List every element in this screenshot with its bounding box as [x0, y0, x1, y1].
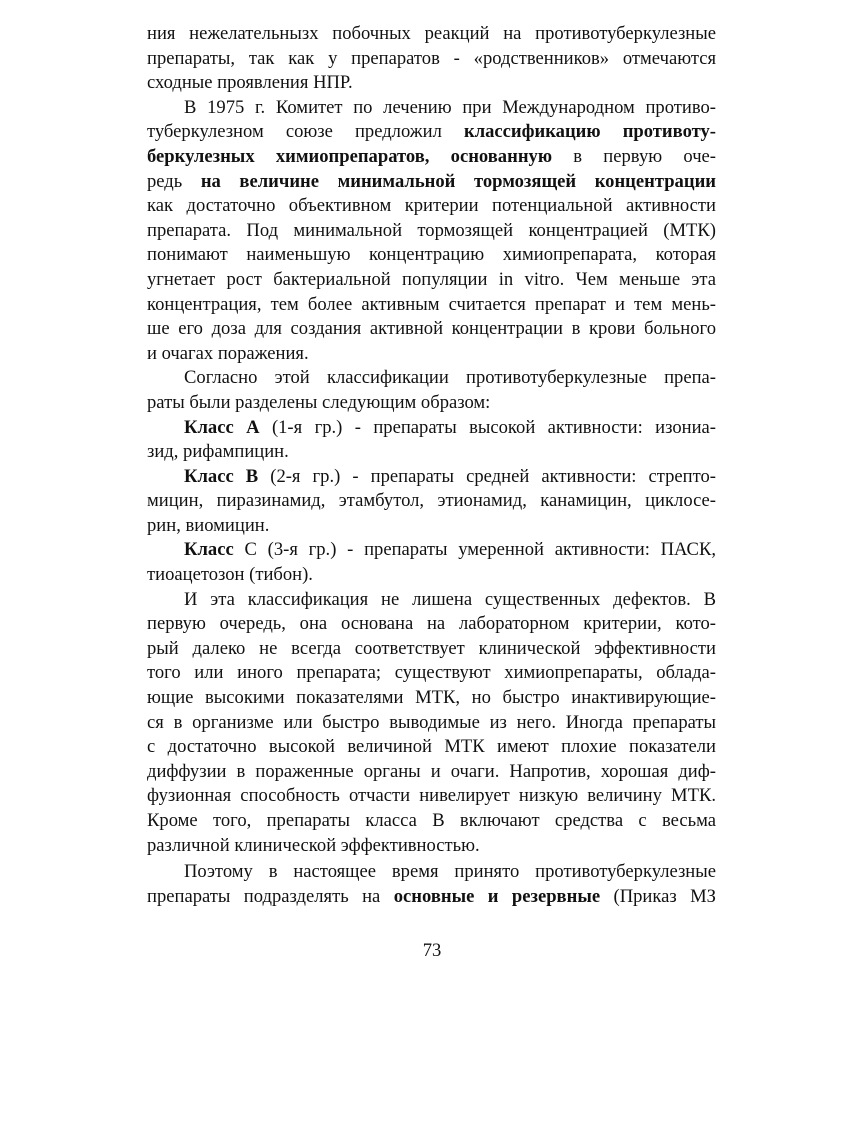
- text-line: рый далеко не всегда соответствует клинической эффективности: [147, 637, 716, 659]
- plain-text: С (3-я гр.) - препараты умеренной активности: ПАСК,: [233, 539, 716, 561]
- text-line: В 1975 г. Комитет по лечению при Международном противо-: [184, 96, 716, 118]
- text-line: угнетает рост бактериальной популяции in vitro. Чем меньше эта: [147, 268, 716, 290]
- bold-text: Класс А: [184, 416, 260, 438]
- text-line: [147, 145, 716, 170]
- paragraph-class-b: [147, 465, 716, 539]
- text-line: сходные проявления НПР.: [147, 72, 353, 94]
- text-line: различной клинической эффективностью.: [147, 834, 480, 856]
- text-line: того или иного препарата; существуют химиопрепараты, облада-: [147, 662, 716, 684]
- bold-text: беркулезных химиопрепаратов, основанную: [147, 145, 553, 167]
- text-line: с достаточно высокой величиной МТК имеют плохие показатели: [147, 736, 716, 758]
- plain-text: редь: [147, 170, 201, 192]
- bold-text: на величине минимальной тормозящей концентрации: [200, 170, 716, 192]
- paragraph-class-a: [147, 416, 716, 465]
- text-line: Кроме того, препараты класса В включают средства с весьма: [147, 810, 716, 831]
- text-line: [147, 416, 716, 441]
- text-line: ния нежелательнызх побочных реакций на противотуберкулезные: [147, 23, 716, 44]
- plain-text: в первую оче-: [552, 145, 716, 167]
- text-line: [147, 885, 716, 910]
- bold-text: основные и резервные: [393, 885, 601, 907]
- text-line: [147, 120, 716, 145]
- paragraph-class-c: [147, 538, 716, 587]
- paragraph-2: [147, 96, 716, 367]
- paragraph-1: [147, 22, 716, 96]
- plain-text: (Приказ МЗ: [600, 885, 716, 907]
- plain-text: (1-я гр.) - препараты высокой активности: изониа-: [259, 416, 716, 438]
- text-line: ше его доза для создания активной концентрации в крови больного: [147, 318, 716, 340]
- text-line: мицин, пиразинамид, этамбутол, этионамид, канамицин, циклосе-: [147, 490, 716, 512]
- page-number: 73: [422, 940, 442, 961]
- text-line: ся в организме или быстро выводимые из него. Иногда препараты: [147, 711, 716, 733]
- paragraph-8: [147, 860, 716, 909]
- text-line: Согласно этой классификации противотуберкулезные препа-: [184, 367, 716, 389]
- paragraph-7: [147, 588, 716, 859]
- text-line: и очагах поражения.: [147, 342, 309, 364]
- text-line: диффузии в пораженные органы и очаги. Напротив, хорошая диф-: [147, 760, 716, 782]
- bold-text: Класс В: [184, 465, 259, 487]
- text-line: рин, виомицин.: [147, 514, 270, 536]
- text-line: концентрация, тем более активным считается препарат и тем мень-: [147, 293, 716, 315]
- text-line: ющие высокими показателями МТК, но быстро инактивирующие-: [147, 687, 716, 709]
- bold-text: классификацию противоту-: [463, 121, 716, 143]
- text-line: зид, рифампицин.: [147, 441, 289, 463]
- document-page: [147, 22, 716, 909]
- text-line: Поэтому в настоящее время принято противотуберкулезные: [184, 861, 716, 883]
- bold-text: Класс: [184, 539, 234, 561]
- plain-text: туберкулезном союзе предложил: [147, 121, 464, 143]
- text-line: раты были разделены следующим образом:: [147, 391, 491, 413]
- text-line: понимают наименьшую концентрацию химиопрепарата, которая: [147, 244, 716, 266]
- text-line: как достаточно объективном критерии потенциальной активности: [147, 195, 716, 217]
- text-line: И эта классификация не лишена существенных дефектов. В: [184, 588, 716, 610]
- plain-text: (2-я гр.) - препараты средней активности: стрепто-: [258, 465, 716, 487]
- text-line: [147, 465, 716, 490]
- text-line: тиоацетозон (тибон).: [147, 564, 313, 586]
- text-line: [147, 170, 716, 195]
- text-line: [147, 538, 716, 563]
- plain-text: препараты подразделять на: [147, 885, 394, 907]
- text-line: фузионная способность отчасти нивелирует низкую величину МТК.: [147, 785, 716, 807]
- text-line: препарата. Под минимальной тормозящей концентрацией (МТК): [147, 219, 716, 241]
- text-line: первую очередь, она основана на лабораторном критерии, кото-: [147, 613, 716, 635]
- text-line: препараты, так как у препаратов - «родственников» отмечаются: [147, 47, 716, 69]
- paragraph-3: [147, 366, 716, 415]
